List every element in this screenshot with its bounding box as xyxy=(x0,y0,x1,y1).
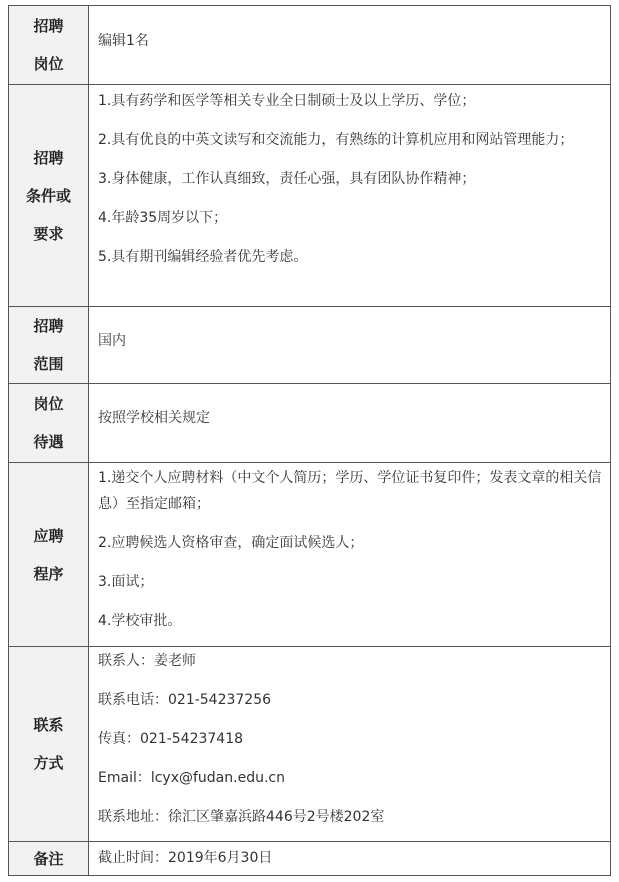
label-line: 岗位 xyxy=(33,395,64,413)
label-line: 联系 xyxy=(33,716,64,734)
contact-phone: 联系电话：021-54237256 xyxy=(98,692,272,708)
requirement-item: 3.身体健康，工作认真细致，责任心强，具有团队协作精神； xyxy=(98,171,476,187)
deadline-text: 截止时间：2019年6月30日 xyxy=(98,850,273,866)
table-row xyxy=(9,307,611,384)
label-line: 岗位 xyxy=(33,55,64,73)
table-row xyxy=(9,384,611,463)
recruitment-table xyxy=(8,5,611,876)
row-label-requirements xyxy=(9,85,89,307)
value-text: 国内 xyxy=(98,333,126,349)
row-value-contact xyxy=(89,647,611,842)
row-label-position xyxy=(9,6,89,85)
procedure-step: 1.递交个人应聘材料（中文个人简历；学历、学位证书复印件；发表文章的相关信息）至指定邮箱； xyxy=(98,470,602,512)
contact-person: 联系人：姜老师 xyxy=(98,653,196,669)
row-label-contact xyxy=(9,647,89,842)
row-value-compensation xyxy=(89,384,611,463)
label-line: 招聘 xyxy=(33,17,64,35)
procedure-step: 4.学校审批。 xyxy=(98,613,182,629)
procedure-step: 2.应聘候选人资格审查，确定面试候选人； xyxy=(98,535,364,551)
table-row xyxy=(9,85,611,307)
table-row xyxy=(9,463,611,647)
requirement-item: 2.具有优良的中英文读写和交流能力，有熟练的计算机应用和网站管理能力； xyxy=(98,132,574,148)
table-row xyxy=(9,842,611,876)
contact-address: 联系地址：徐汇区肇嘉浜路446号2号楼202室 xyxy=(98,809,385,825)
row-label-remarks xyxy=(9,842,89,876)
label-line: 招聘 xyxy=(33,148,64,167)
table-row xyxy=(9,647,611,842)
label-line: 范围 xyxy=(33,355,64,373)
row-value-position xyxy=(89,6,611,85)
label-line: 条件或 xyxy=(25,186,71,205)
label-line: 程序 xyxy=(33,564,64,583)
label-line: 待遇 xyxy=(33,433,64,451)
row-label-procedure xyxy=(9,463,89,647)
label-line: 要求 xyxy=(33,224,64,243)
contact-email[interactable]: Email：lcyx@fudan.edu.cn xyxy=(98,770,285,786)
requirement-item: 5.具有期刊编辑经验者优先考虑。 xyxy=(98,249,308,265)
row-label-scope xyxy=(9,307,89,384)
value-text: 按照学校相关规定 xyxy=(98,410,210,426)
contact-fax: 传真：021-54237418 xyxy=(98,731,244,747)
label-line: 应聘 xyxy=(33,526,64,545)
requirement-item: 1.具有药学和医学等相关专业全日制硕士及以上学历、学位； xyxy=(98,93,476,109)
value-text: 编辑1名 xyxy=(98,33,149,49)
table-row xyxy=(9,6,611,85)
label-line: 方式 xyxy=(33,754,64,772)
row-value-remarks xyxy=(89,842,611,876)
row-value-requirements xyxy=(89,85,611,307)
requirement-item: 4.年龄35周岁以下； xyxy=(98,210,228,226)
row-value-scope xyxy=(89,307,611,384)
row-label-compensation xyxy=(9,384,89,463)
procedure-step: 3.面试； xyxy=(98,574,154,590)
row-value-procedure xyxy=(89,463,611,647)
label-line: 备注 xyxy=(33,849,64,868)
label-line: 招聘 xyxy=(33,317,64,335)
